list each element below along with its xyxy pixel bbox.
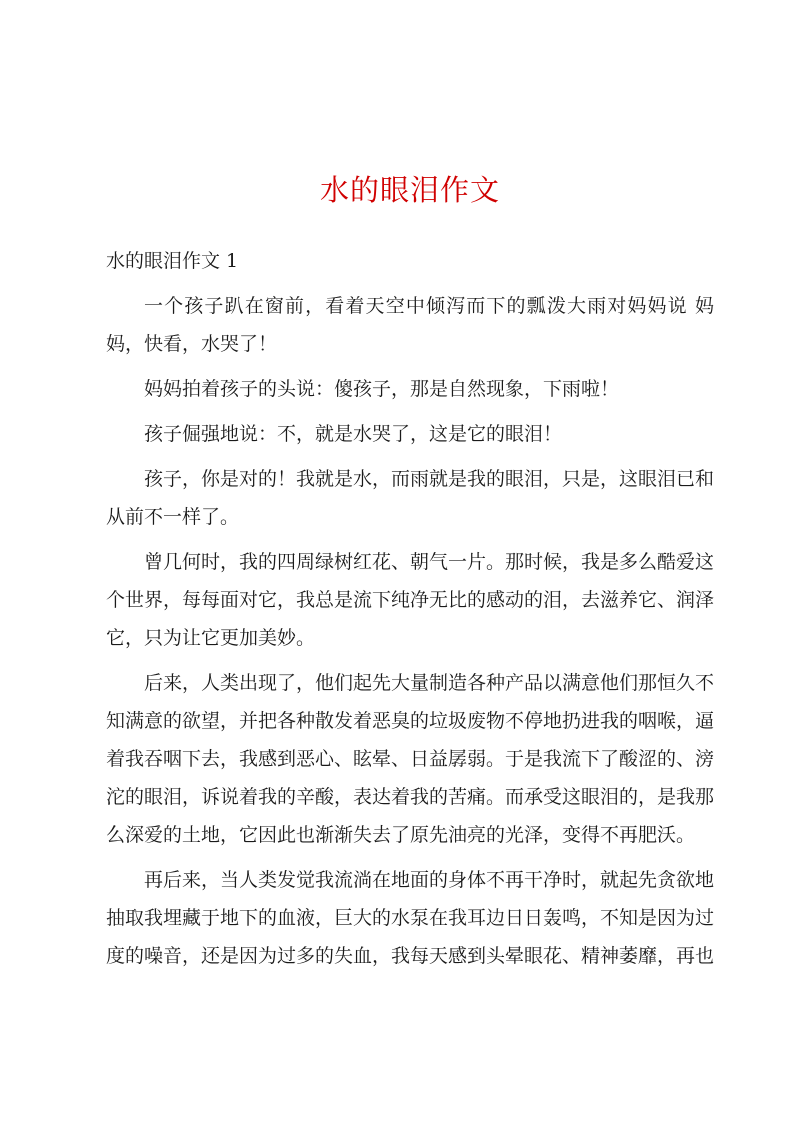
paragraph: 后来，人类出现了，他们起先大量制造各种产品以满意他们那恒久不知满意的欲望，并把各种散发着恶臭的垃圾废物不停地扔进我的咽喉，逼着我吞咽下去，我感到恶心、眩晕、日益孱弱。于是我流下了酸涩的、滂沱的眼泪，诉说着我的辛酸，表达着我的苦痛。而承受这眼泪的，是我那么深爱的土地，它因此也渐渐失去了原先油亮的光泽，变得不再肥沃。 — [106, 672, 715, 846]
paragraph: 一个孩子趴在窗前，看着天空中倾泻而下的瓢泼大雨对妈妈说 妈妈，快看，水哭了！ — [106, 295, 714, 355]
paragraph: 孩子，你是对的！我就是水，而雨就是我的眼泪，只是，这眼泪已和从前不一样了。 — [106, 468, 715, 528]
essay-body — [106, 287, 714, 975]
paragraph: 再后来，当人类发觉我流淌在地面的身体不再干净时，就起先贪欲地抽取我埋藏于地下的血液，巨大的水泵在我耳边日日轰鸣，不知是因为过度的噪音，还是因为过多的失血，我每天感到头晕眼花、精神萎靡，再也 — [106, 869, 715, 967]
document-title: 水的眼泪作文 — [319, 173, 500, 207]
paragraph: 曾几何时，我的四周绿树红花、朝气一片。那时候，我是多么酷爱这个世界，每每面对它，我总是流下纯净无比的感动的泪，去滋养它、润泽它，只为让它更加美妙。 — [106, 551, 715, 649]
paragraph: 妈妈拍着孩子的头说：傻孩子，那是自然现象，下雨啦！ — [144, 378, 620, 400]
paragraph: 孩子倔强地说：不，就是水哭了，这是它的眼泪！ — [144, 423, 563, 445]
essay-subtitle: 水的眼泪作文 1 — [106, 250, 239, 272]
